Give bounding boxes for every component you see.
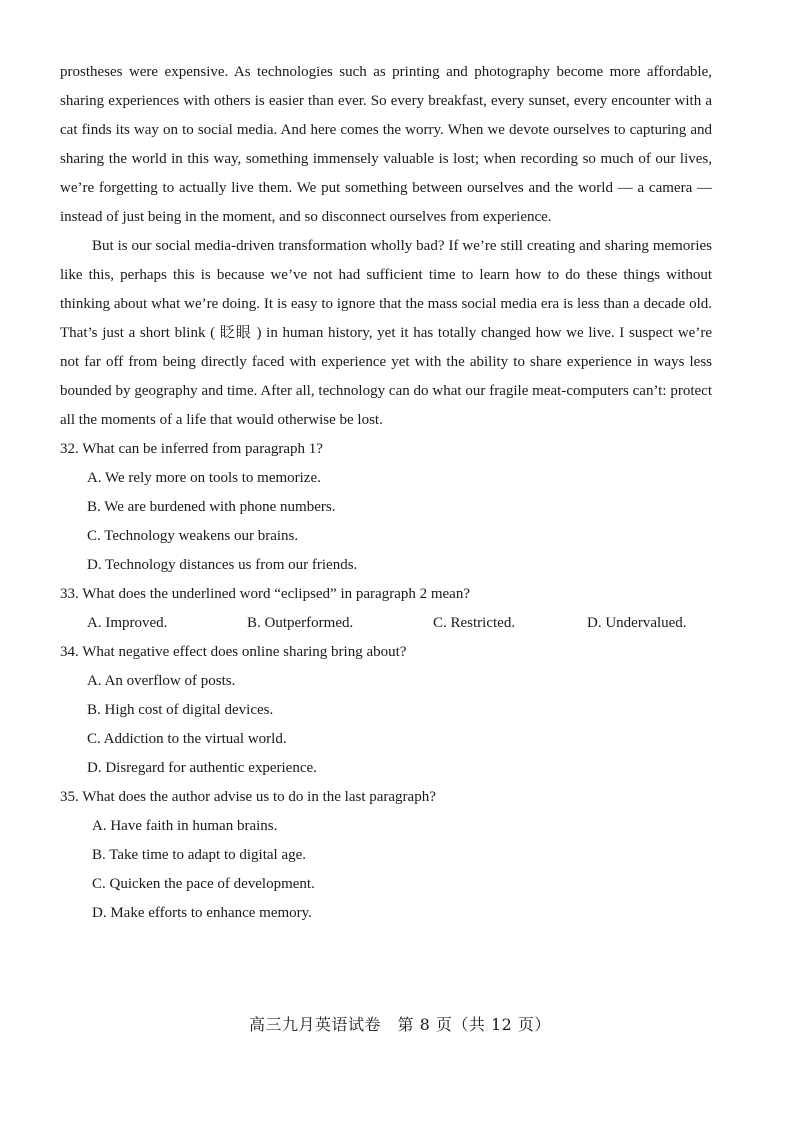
option-c: C. Technology weakens our brains. xyxy=(87,528,299,544)
option-d: D. Disregard for authentic experience. xyxy=(87,760,317,776)
question-list xyxy=(60,435,712,928)
option-list xyxy=(60,464,712,580)
option-b: B. High cost of digital devices. xyxy=(87,702,274,718)
option-a: A. We rely more on tools to memorize. xyxy=(87,470,321,486)
question-33 xyxy=(60,580,712,638)
option-list xyxy=(60,609,712,638)
question-35 xyxy=(60,783,712,928)
passage-paragraph-last: But is our social media-driven transformation wholly bad? If we’re still creating and sharing memories like this, perhaps this is because we’ve not had sufficient time to learn how to do these things without thinking about what we’re doing. It is easy to ignore that the mass social media era is less than a decade old. That’s just a short blink ( 眨眼 ) in human history, yet it has totally changed how we live. I suspect we’re not far off from being directly faced with experience yet with the ability to share experience in ways less bounded by geography and time. After all, technology can do what our fragile meat-computers can’t: protect all the moments of a life that would otherwise be lost. xyxy=(60,238,712,428)
option-c: C. Addiction to the virtual world. xyxy=(87,731,287,747)
option-list xyxy=(60,667,712,783)
option-b: B. We are burdened with phone numbers. xyxy=(87,499,336,515)
question-stem: 32. What can be inferred from paragraph 1? xyxy=(60,441,323,457)
option-d: D. Make efforts to enhance memory. xyxy=(92,905,312,921)
option-c: C. Restricted. xyxy=(433,615,516,631)
page-footer: 高三九月英语试卷 第 8 页（共 12 页） xyxy=(249,1015,551,1034)
option-a: A. Have faith in human brains. xyxy=(92,818,278,834)
option-c: C. Quicken the pace of development. xyxy=(92,876,315,892)
option-b: B. Take time to adapt to digital age. xyxy=(92,847,307,863)
option-a: A. Improved. xyxy=(87,615,168,631)
option-d: D. Technology distances us from our friends. xyxy=(87,557,358,573)
option-d: D. Undervalued. xyxy=(587,615,687,631)
question-stem: 34. What negative effect does online sharing bring about? xyxy=(60,644,407,660)
exam-page xyxy=(60,58,712,928)
question-32 xyxy=(60,435,712,580)
question-stem: 33. What does the underlined word “eclipsed” in paragraph 2 mean? xyxy=(60,586,470,602)
question-stem: 35. What does the author advise us to do in the last paragraph? xyxy=(60,789,436,805)
option-b: B. Outperformed. xyxy=(247,615,354,631)
question-34 xyxy=(60,638,712,783)
option-a: A. An overflow of posts. xyxy=(87,673,236,689)
reading-passage xyxy=(60,58,712,435)
passage-paragraph-continued: prostheses were expensive. As technologies such as printing and photography become more affordable, sharing experiences with others is easier than ever. So every breakfast, every sunset, every encounter with a cat finds its way on to social media. And here comes the worry. When we devote ourselves to capturing and sharing the world in this way, something immensely valuable is lost; when recording so much of our lives, we’re forgetting to actually live them. We put something between ourselves and the world — a camera — instead of just being in the moment, and so disconnect ourselves from experience. xyxy=(60,64,712,225)
option-list xyxy=(60,812,712,928)
